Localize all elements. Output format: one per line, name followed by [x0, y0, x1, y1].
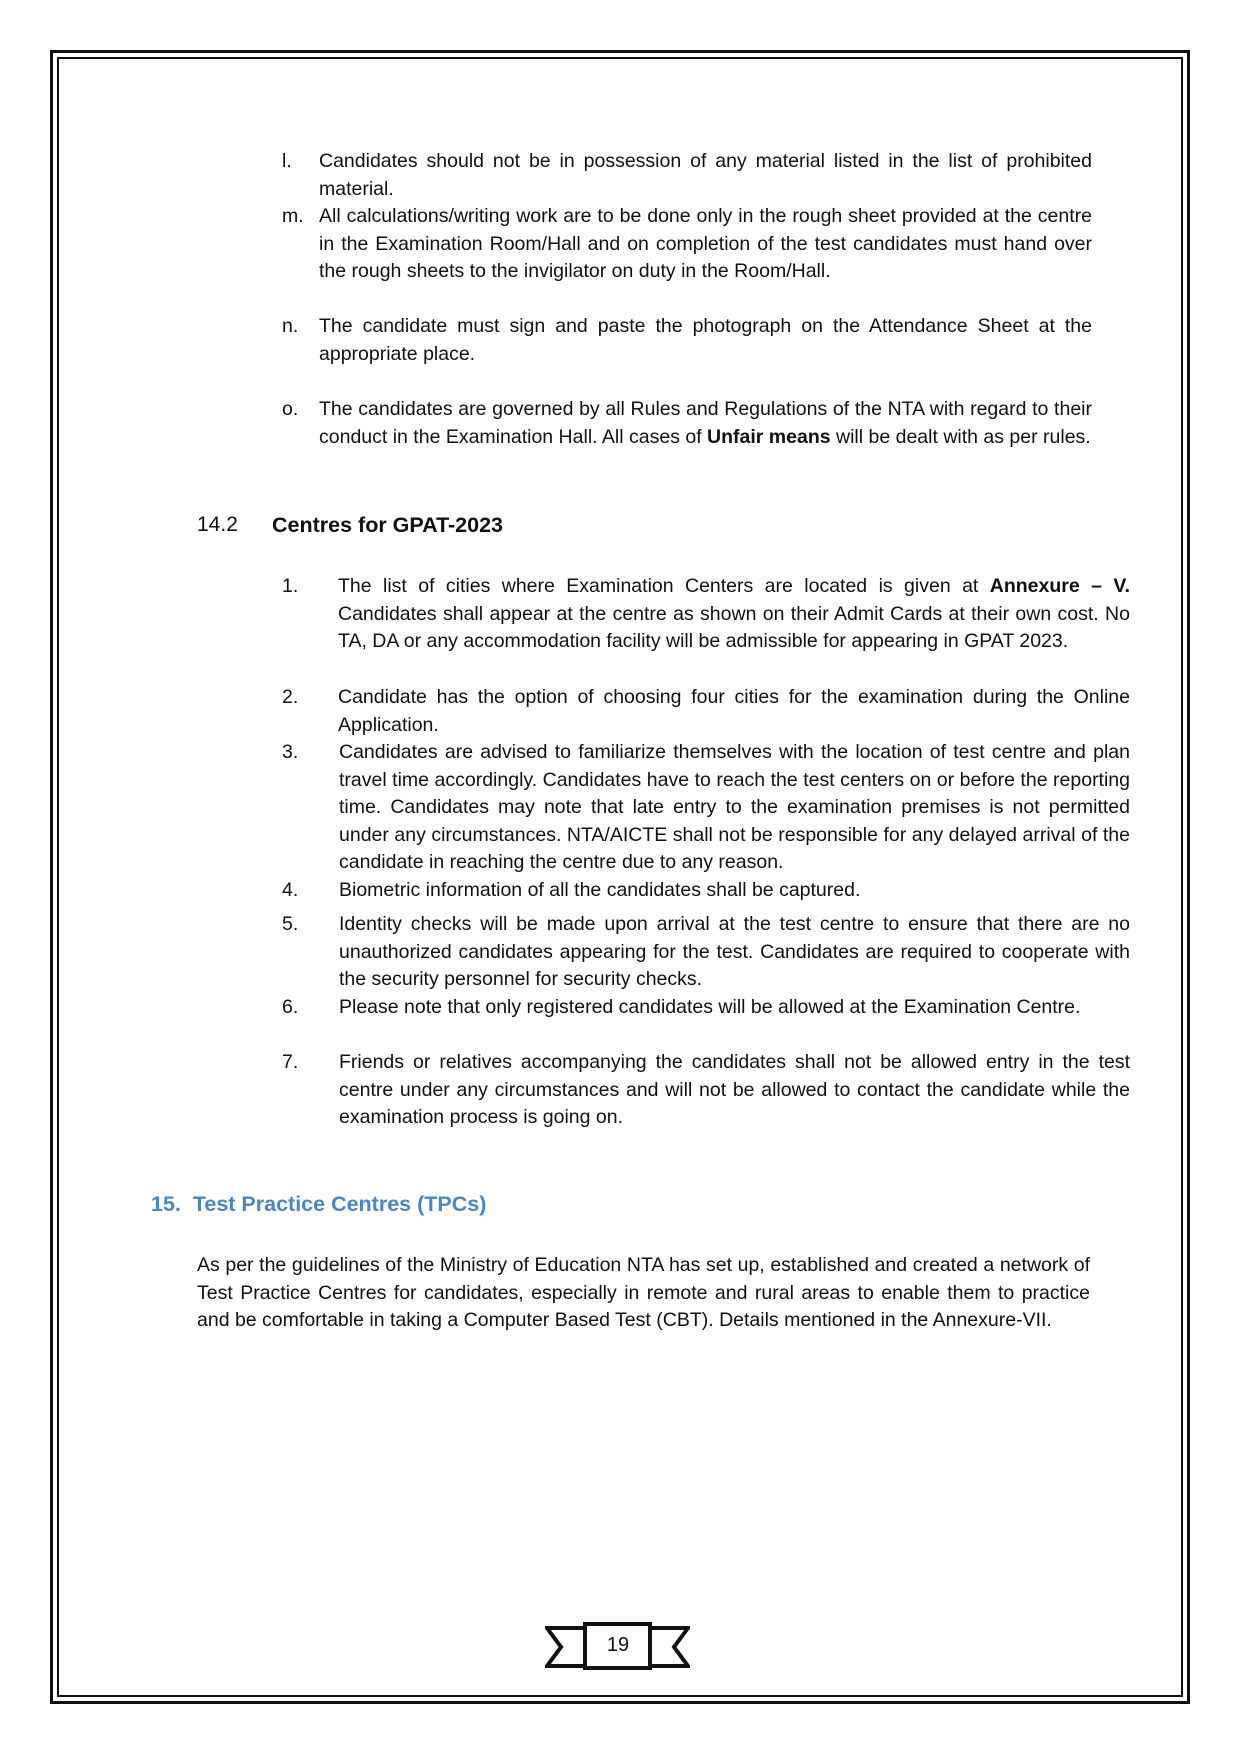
list-text: All calculations/writing work are to be done only in the rough sheet provided at the centre in the Examination Room/Hall and on completion of the test candidates must hand over the rough sheets to the invigilator on duty in the Room/Hall. — [319, 205, 1092, 282]
list-label: 1. — [282, 575, 299, 597]
section-title: Centres for GPAT-2023 — [272, 513, 503, 537]
list-text: The candidates are governed by all Rules and Regulations of the NTA with regard to their conduct in the Examination Hall. All cases of Unfair means will be dealt with as per rules. — [319, 398, 1092, 448]
list-text: Candidates are advised to familiarize themselves with the location of test centre and plan travel time accordingly. Candidates have to reach the test centers on or before the reporting time. Candidates may note that late entry to the examination premises is not permitted under any circumstances. NTA/AICTE shall not be responsible for any delayed arrival of the candidate in reaching the centre due to any reason. — [339, 741, 1130, 873]
list-text: Candidate has the option of choosing four cities for the examination during the Online Application. — [338, 686, 1130, 736]
page-number: 19 — [606, 1633, 630, 1656]
list-text: Friends or relatives accompanying the candidates shall not be allowed entry in the test centre under any circumstances and will not be allowed to contact the candidate while the examination process is going on. — [339, 1051, 1130, 1128]
list-text: Candidates should not be in possession of any material listed in the list of prohibited material. — [319, 150, 1092, 200]
list-label: 3. — [282, 741, 299, 763]
list-label: o. — [282, 398, 299, 420]
list-label: 7. — [282, 1051, 299, 1073]
list-text: Please note that only registered candidates will be allowed at the Examination Centre. — [339, 996, 1081, 1018]
annexure-v-bold: Annexure – V. — [989, 575, 1131, 597]
list-label: 2. — [282, 686, 299, 708]
list-label: n. — [282, 315, 299, 337]
list-label: 5. — [282, 913, 299, 935]
list-text: Biometric information of all the candidates shall be captured. — [339, 879, 861, 901]
section-15-title: 15. Test Practice Centres (TPCs) — [151, 1192, 487, 1216]
section-number: 14.2 — [197, 513, 238, 536]
list-text: The candidate must sign and paste the photograph on the Attendance Sheet at the appropriate place. — [319, 315, 1092, 365]
list-label: 4. — [282, 879, 299, 901]
list-label: l. — [282, 150, 292, 172]
list-label: 6. — [282, 996, 299, 1018]
list-text: Identity checks will be made upon arrival at the test centre to ensure that there are no unauthorized candidates appearing for the test. Candidates are required to cooperate with the security personnel for security checks. — [339, 913, 1130, 990]
list-label: m. — [282, 205, 304, 227]
unfair-means-bold: Unfair means — [707, 425, 831, 448]
section-15-paragraph: As per the guidelines of the Ministry of Education NTA has set up, established and created a network of Test Practice Centres for candidates, especially in remote and rural areas to enable them to practice and be comfortable in taking a Computer Based Test (CBT). Details mentioned in the Annexure-VII. — [197, 1254, 1090, 1331]
list-text: The list of cities where Examination Centers are located is given at Annexure – V. Candidates shall appear at the centre as shown on their Admit Cards at their own cost. No TA, DA or any accommodation facility will be admissible for appearing in GPAT 2023. — [338, 575, 1131, 652]
